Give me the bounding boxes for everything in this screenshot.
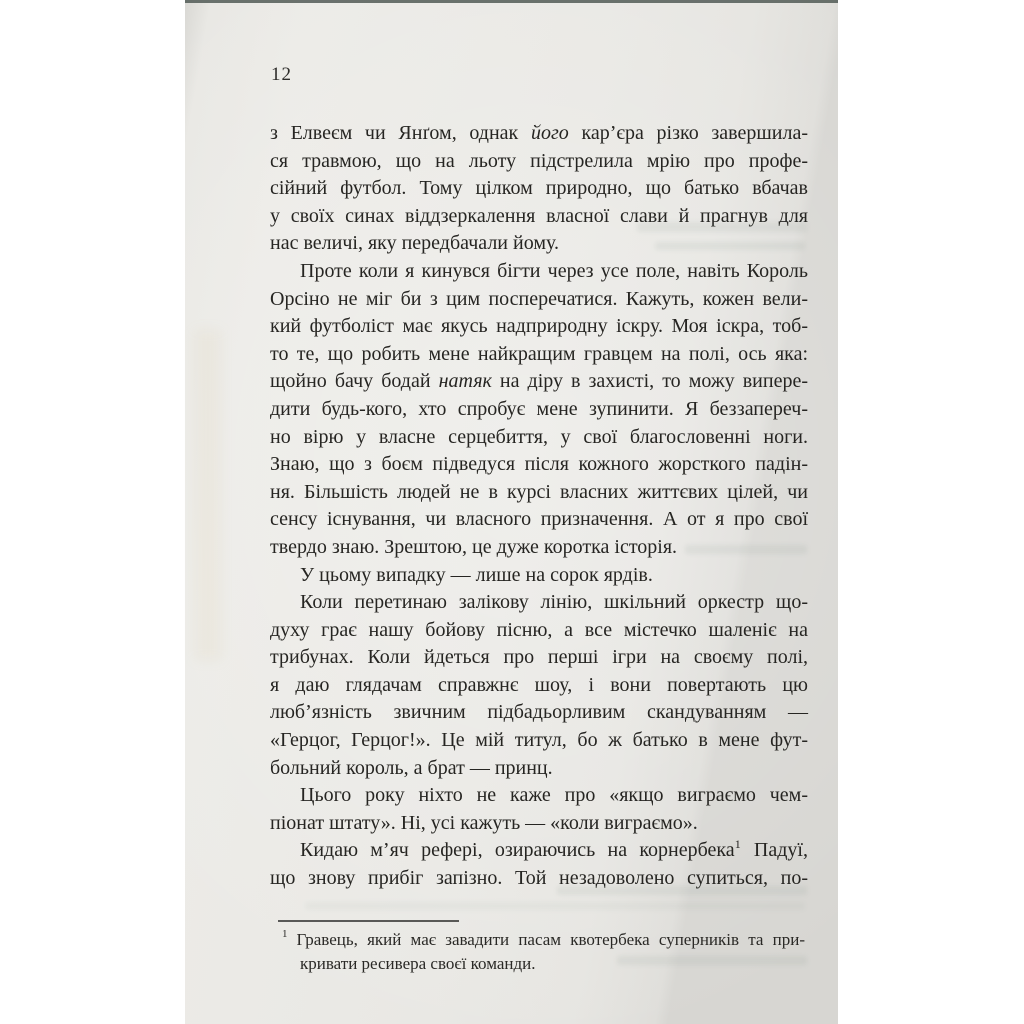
text-line — [270, 175, 808, 203]
text-segment: ся травмою, що на льоту підстрелила мрію про профе- — [270, 149, 808, 172]
text-segment: «Герцог, Герцог!». Це мій титул, бо ж батько в мене фут- — [270, 729, 808, 752]
text-line — [270, 617, 808, 645]
body-text — [270, 120, 808, 893]
text-line — [270, 810, 808, 838]
text-segment: духу грає нашу бойову пісню, а все містечко шаленіє на — [270, 618, 808, 641]
text-line — [270, 506, 808, 534]
paragraph — [270, 120, 808, 258]
paragraph — [270, 782, 808, 837]
paragraph — [270, 589, 808, 782]
text-line — [270, 727, 808, 755]
text-line — [270, 258, 808, 286]
text-segment: ня. Більшість людей не в курсі власних життєвих цілей, чи — [270, 480, 808, 503]
text-segment: то те, що робить мене найкращим гравцем на полі, ось яка: — [270, 342, 808, 365]
text-line — [270, 782, 808, 810]
footnote-marker: 1 — [282, 928, 288, 941]
text-segment: люб’язність звичним підбадьорливим скандуванням — — [270, 701, 808, 724]
text-segment: сенсу існування, чи власного призначення. А от я про свої — [270, 508, 808, 531]
text-segment: кий футболіст має якусь надприродну іскру. Моя іскра, тоб- — [270, 315, 808, 338]
text-segment: Коли перетинаю залікову лінію, шкільний оркестр що- — [300, 591, 808, 614]
text-line — [270, 148, 808, 176]
bleed-through-mark — [617, 956, 807, 965]
text-line — [270, 396, 808, 424]
text-line — [270, 313, 808, 341]
italic-text: його — [530, 122, 569, 144]
text-line — [270, 286, 808, 314]
text-segment: Кидаю м’яч рефері, озираючись на корнербека — [300, 839, 735, 862]
text-line — [270, 644, 808, 672]
text-line — [270, 120, 808, 148]
text-segment: Проте коли я кинувся бігти через усе поле, навіть Король — [300, 259, 808, 282]
paragraph — [270, 258, 808, 562]
text-segment: що знову прибіг запізно. Той незадоволено супиться, по- — [270, 867, 808, 890]
text-segment: я даю глядачам справжнє шоу, і вони повертають цю — [270, 673, 808, 696]
text-segment: кривати ресивера своєї команди. — [300, 954, 536, 973]
text-line — [270, 368, 808, 396]
text-segment: трибунах. Коли йдеться про перші ігри на своєму полі, — [270, 646, 808, 669]
bleed-through-mark — [305, 902, 805, 910]
footnote-marker: 1 — [734, 836, 741, 851]
text-segment: Цього року ніхто не каже про «якщо виграємо чем- — [300, 784, 808, 807]
text-segment: сійний футбол. Тому цілком природно, що батько вбачав — [270, 177, 808, 200]
text-segment: Гравець, який має завадити пасам квотербека суперників та при- — [296, 930, 805, 949]
text-segment: з Елвеєм чи Янґом, однак — [270, 122, 531, 144]
text-segment: Падуї, — [741, 839, 808, 862]
text-segment: нас величі, яку передбачали йому. — [270, 232, 559, 255]
text-line — [270, 699, 808, 727]
text-segment: щойно бачу бодай — [270, 370, 439, 393]
footnote — [282, 928, 805, 976]
paragraph — [270, 837, 808, 892]
text-segment: піонат штату». Ні, усі кажуть — «коли виграємо». — [270, 811, 698, 834]
text-segment: на діру в захисті, то можу випере- — [491, 370, 808, 393]
text-line — [270, 562, 808, 590]
text-segment: У цьому випадку — лише на сорок ярдів. — [300, 563, 653, 586]
italic-text: натяк — [438, 370, 492, 393]
page-number: 12 — [271, 64, 292, 85]
scan-edge-line — [185, 0, 838, 3]
text-segment: кар’єра різко завершила- — [568, 122, 809, 144]
bleed-through-mark — [685, 545, 807, 554]
text-segment: твердо знаю. Зрештою, це дуже коротка історія. — [270, 535, 678, 558]
footnote-separator-line — [278, 920, 459, 922]
text-line — [270, 837, 808, 865]
text-line — [270, 479, 808, 507]
text-segment: дити будь-кого, хто спробує мене зупинити. Я беззапереч- — [270, 397, 808, 420]
text-segment: у своїх синах віддзеркалення власної слави й прагнув для — [270, 204, 808, 227]
text-segment: но вірю у власне серцебиття, у свої благословенні ноги. — [270, 425, 808, 448]
text-segment: больний король, а брат — принц. — [270, 756, 553, 779]
text-segment: Знаю, що з боєм підведуся після кожного жорсткого падін- — [270, 453, 808, 476]
bleed-through-mark — [637, 222, 807, 232]
text-segment: Орсіно не міг би з цим посперечатися. Кажуть, кожен вели- — [270, 287, 808, 310]
text-line — [270, 755, 808, 783]
bleed-through-mark — [557, 886, 807, 895]
page-gutter-shading — [195, 330, 221, 660]
text-line — [270, 451, 808, 479]
text-line — [270, 672, 808, 700]
text-line — [282, 928, 805, 952]
bleed-through-mark — [655, 242, 805, 250]
text-line — [270, 589, 808, 617]
paragraph — [270, 562, 808, 590]
text-line — [270, 424, 808, 452]
text-line — [270, 341, 808, 369]
book-page-scan — [185, 0, 838, 1024]
